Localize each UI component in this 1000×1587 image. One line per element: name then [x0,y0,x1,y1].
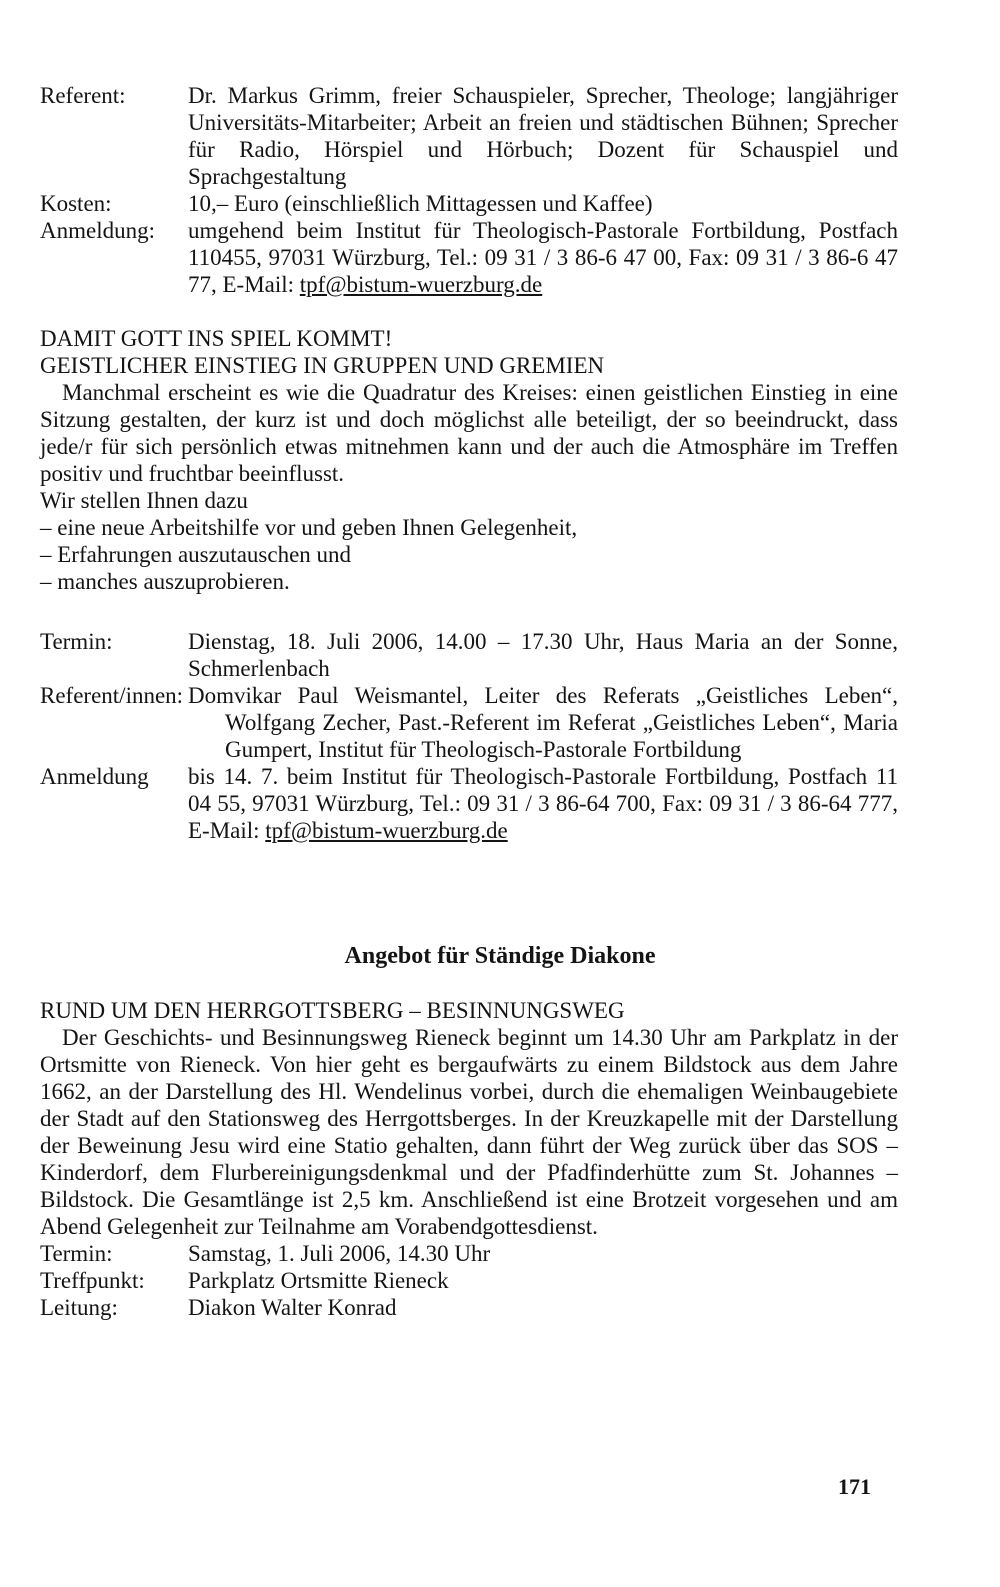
event-herrgottsberg [40,997,898,1321]
termin2-row [40,1240,898,1267]
kosten-value: 10,– Euro (einschließlich Mittagessen und Kaffee) [188,191,653,216]
kosten-label: Kosten: [40,191,112,216]
referenten-value: Domvikar Paul Weismantel, Leiter des Referats „Geistliches Leben“, Wolfgang Zecher, Past.-Referent im Referat „Geistliches Leben“, Maria Gumpert, Institut für Theologisch-Pastorale Fortbildung [188,683,898,762]
referenten-label: Referent/innen: [40,683,184,708]
bullet-item: – manches auszuprobieren. [40,569,290,594]
anmeldung-row [40,217,898,298]
kosten-row [40,190,898,217]
referent-label: Referent: [40,83,126,108]
email-link[interactable]: tpf@bistum-wuerzburg.de [265,818,508,843]
anmeldung-text: umgehend beim Institut für Theologisch-Pastorale Fortbildung, Postfach 110455, 97031 Würzburg, Tel.: 09 31 / 3 86-6 47 00, Fax: 09 31 / 3 86-6 47 77, E-Mail: [188,218,898,297]
bullet-item: – eine neue Arbeitshilfe vor und geben Ihnen Gelegenheit, [40,515,578,540]
email-link[interactable]: tpf@bistum-wuerzburg.de [299,272,543,297]
page-number: 171 [838,1474,871,1499]
event-description: Manchmal erscheint es wie die Quadratur des Kreises: einen geistlichen Einstieg in eine Sitzung gestalten, der kurz ist und doch möglichst alle beteiligt, der so beeindruckt, dass jede/r für sich persönlich etwas mitnehmen kann und der auch die Atmosphäre im Treffen positiv und fruchtbar beeinflusst. [40,380,898,486]
anmeldung-label: Anmeldung: [40,218,155,243]
event-intro: Wir stellen Ihnen dazu [40,488,248,513]
leitung-row [40,1294,898,1321]
termin2-label: Termin: [40,1241,113,1266]
section-title: Angebot für Ständige Diakone [344,943,656,969]
termin-value: Dienstag, 18. Juli 2006, 14.00 – 17.30 Uhr, Haus Maria an der Sonne, Schmerlenbach [188,629,898,681]
treffpunkt-row [40,1267,898,1294]
termin2-value: Samstag, 1. Juli 2006, 14.30 Uhr [188,1241,491,1266]
termin-row [40,628,898,682]
event-geistlicher-einstieg-details [40,628,898,844]
event2-description: Der Geschichts- und Besinnungsweg Rieneck beginnt um 14.30 Uhr am Parkplatz in der Ortsmitte von Rieneck. Von hier geht es bergaufwärts zu einem Bildstock aus dem Jahre 1662, an der Darstellung des Hl. Wendelinus vorbei, durch die ehemaligen Weinbaugebiete der Stadt auf den Stationsweg des Herrgottsberges. In der Kreuzkapelle mit der Darstellung der Beweinung Jesu wird eine Statio gehalten, dann führt der Weg zurück über das SOS – Kinderdorf, dem Flurbereinigungsdenkmal und der Pfadfinderhütte zum St. Johannes – Bildstock. Die Gesamtlänge ist 2,5 km. Anschließend ist eine Brotzeit vorgesehen und am Abend Gelegenheit zur Teilnahme am Vorabendgottesdienst. [40,1025,898,1239]
anmeldung-value [188,217,898,298]
referent-value: Dr. Markus Grimm, freier Schauspieler, Sprecher, Theologe; langjähriger Universitäts-Mitarbeiter; Arbeit an freien und städtischen Bühnen; Sprecher für Radio, Hörspiel und Hörbuch; Dozent für Schauspiel und Sprachgestaltung [188,83,898,189]
event-title-2: GEISTLICHER EINSTIEG IN GRUPPEN UND GREMIEN [40,353,605,378]
termin-label: Termin: [40,629,113,654]
top-info-block [40,82,898,298]
anmeldung2-label: Anmeldung [40,764,149,789]
event-title-1: DAMIT GOTT INS SPIEL KOMMT! [40,326,393,351]
leitung-value: Diakon Walter Konrad [188,1295,397,1320]
event2-title: RUND UM DEN HERRGOTTSBERG – BESINNUNGSWEG [40,998,625,1023]
bullet-item: – Erfahrungen auszutauschen und [40,542,352,567]
anmeldung2-text: bis 14. 7. beim Institut für Theologisch-Pastorale Fortbildung, Postfach 11 04 55, 97031 Würzburg, Tel.: 09 31 / 3 86-64 700, Fax: 09 31 / 3 86-64 777, E-Mail: [188,764,898,843]
referent-row [40,82,898,190]
treffpunkt-value: Parkplatz Ortsmitte Rieneck [188,1268,449,1293]
event-geistlicher-einstieg [40,325,898,595]
anmeldung2-row [40,763,898,844]
leitung-label: Leitung: [40,1295,118,1320]
referenten-row [40,682,898,763]
anmeldung2-value [188,763,898,844]
treffpunkt-label: Treffpunkt: [40,1268,145,1293]
